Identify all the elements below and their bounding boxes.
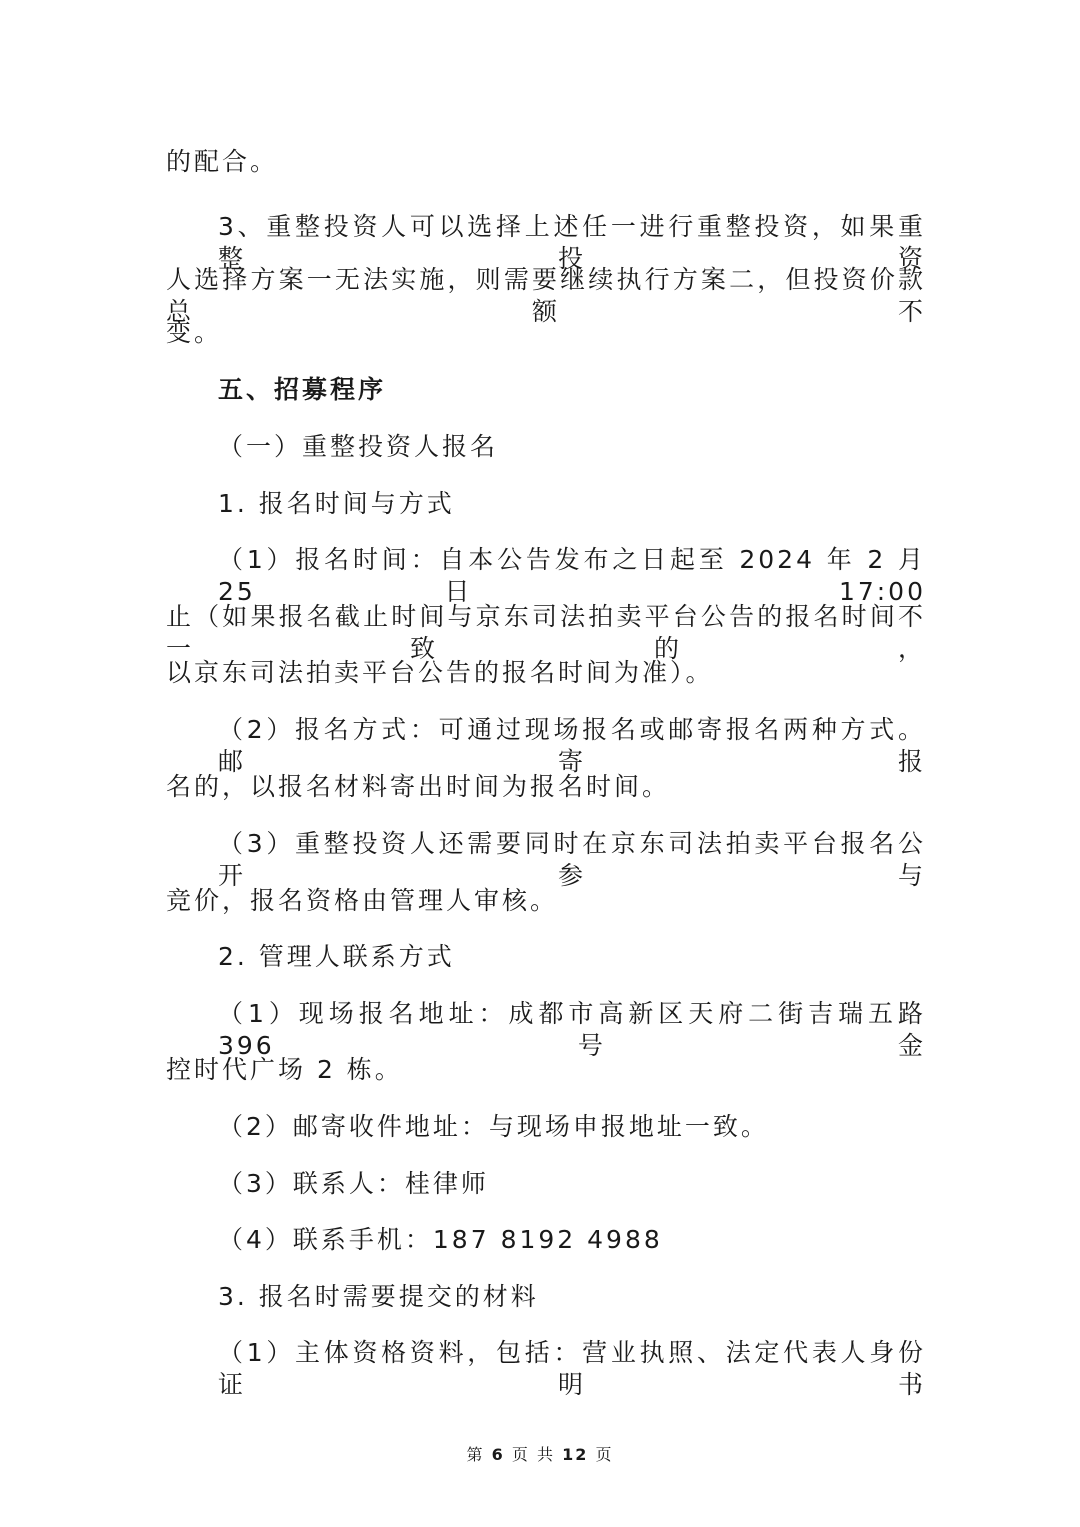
- text-line-11: （2）报名方式：可通过现场报名或邮寄报名两种方式。邮寄报: [218, 715, 926, 776]
- footer-current-page: 6: [491, 1445, 505, 1464]
- text-line-20: （4）联系手机：187 8192 4988: [218, 1225, 663, 1254]
- item-heading-time-method: 1. 报名时间与方式: [218, 489, 455, 518]
- footer-suffix: 页: [595, 1445, 614, 1464]
- text-line-4: 变。: [166, 318, 223, 347]
- text-line-8: （1）报名时间：自本公告发布之日起至 2024 年 2 月 25 日 17:00: [218, 545, 926, 606]
- text-line-12: 名的，以报名材料寄出时间为报名时间。: [166, 772, 671, 801]
- section-heading-recruitment: 五、招募程序: [218, 375, 387, 404]
- footer-middle: 页 共: [511, 1445, 555, 1464]
- page-footer: [0, 1444, 1080, 1466]
- text-line-2: 3、重整投资人可以选择上述任一进行重整投资，如果重整投资: [218, 212, 926, 273]
- text-line-10: 以京东司法拍卖平台公告的报名时间为准）。: [166, 658, 714, 687]
- footer-total-pages: 12: [562, 1445, 589, 1464]
- item-heading-contact: 2. 管理人联系方式: [218, 942, 455, 971]
- subsection-heading-registration: （一）重整投资人报名: [218, 432, 499, 461]
- item-heading-materials: 3. 报名时需要提交的材料: [218, 1282, 539, 1311]
- text-line-19: （3）联系人：桂律师: [218, 1169, 489, 1198]
- text-line-9: 止（如果报名截止时间与京东司法拍卖平台公告的报名时间不一致的，: [166, 602, 926, 663]
- text-line-16: （1）现场报名地址：成都市高新区天府二街吉瑞五路 396 号金: [218, 999, 926, 1060]
- text-line-14: 竞价，报名资格由管理人审核。: [166, 886, 559, 915]
- text-line-13: （3）重整投资人还需要同时在京东司法拍卖平台报名公开参与: [218, 829, 926, 890]
- text-line-22: （1）主体资格资料，包括：营业执照、法定代表人身份证明书: [218, 1338, 926, 1399]
- text-line-17: 控时代广场 2 栋。: [166, 1055, 403, 1084]
- text-line-18: （2）邮寄收件地址：与现场申报地址一致。: [218, 1112, 769, 1141]
- footer-prefix: 第: [466, 1445, 485, 1464]
- text-line-3: 人选择方案一无法实施，则需要继续执行方案二，但投资价款总额不: [166, 265, 926, 326]
- text-line-1: 的配合。: [166, 147, 279, 176]
